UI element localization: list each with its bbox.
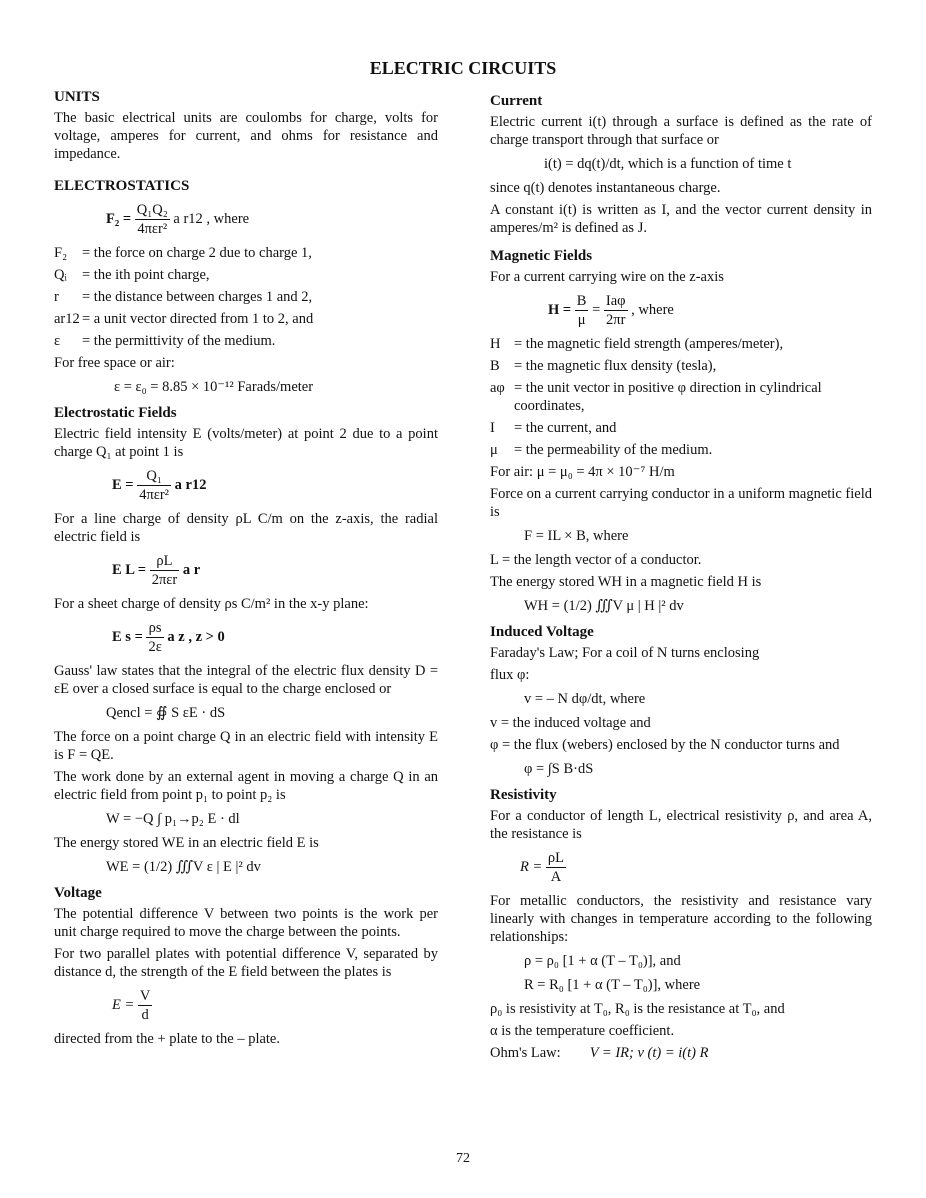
definition-row [54,244,438,262]
definition-symbol: F₂ [54,245,68,261]
definition-symbol: H [490,336,501,352]
gauss-text: Gauss' law states that the integral of the electric flux density D = εE over a closed surface is equal to the charge enclosed or [54,663,438,697]
definition-text: = the unit vector in positive φ direction in cylindrical coordinates, [514,380,822,414]
faraday-text: Faraday's Law; For a coil of N turns enclosing [490,645,760,661]
coulomb-equation: F₂ = $\frac{\text{Q₁Q₂}}{\text{4πεr²}}$ a r12 , where [106,202,250,237]
definition-text: = the current, and [514,420,617,436]
conductor-force-equation: F = IL × B, where [524,528,629,544]
definition-row [54,332,438,350]
definition-row [490,357,872,375]
sheet-charge-equation: E s = $\frac{\rho s}{2\varepsilon}$ a z , z > 0 [112,620,225,655]
right-column [490,88,872,1066]
definition-row [490,441,872,459]
electrostatic-fields-heading: Electrostatic Fields [54,405,177,421]
definition-row [54,266,438,284]
length-vector-text: L = the length vector of a conductor. [490,552,702,568]
magnetic-energy-text: The energy stored WH in a magnetic field H is [490,574,762,590]
definition-symbol: aφ [490,380,505,396]
page-title: ELECTRIC CIRCUITS [369,58,557,78]
voltage-heading: Voltage [54,885,102,901]
reference-resistivity-text: ρ₀ is resistivity at T₀, R₀ is the resistance at T₀, and [490,1001,785,1017]
constant-current-text: A constant i(t) is written as I, and the vector current density in amperes/m² is defined as J. [490,202,872,236]
work-text: The work done by an external agent in moving a charge Q in an electric field from point p₁ to point p₂ is [54,769,438,803]
left-column [54,88,438,1052]
line-charge-text: For a line charge of density ρL C/m on the z-axis, the radial electric field is [54,511,438,545]
faraday-equation: v = – N dφ/dt, where [524,691,646,707]
definition-symbol: ε [54,333,61,349]
resistance-equation: R = $\frac{\rho L}{A}$ [520,850,564,885]
current-text: Electric current i(t) through a surface is defined as the rate of charge transport through that surface or [490,114,872,148]
electric-energy-text: The energy stored WE in an electric field E is [54,835,319,851]
definition-symbol: μ [490,442,498,458]
plate-field-equation: E = $\frac{V}{d}$ [112,988,151,1023]
instantaneous-charge-text: since q(t) denotes instantaneous charge. [490,180,721,196]
ohms-law: Ohm's Law: V = IR; v (t) = i(t) R [490,1045,709,1061]
definition-text: = the magnetic flux density (tesla), [514,358,717,374]
page-number: 72 [456,1151,470,1166]
induced-voltage-heading: Induced Voltage [490,624,594,640]
units-text: The basic electrical units are coulombs for charge, volts for voltage, amperes for current, and ohms for resistance and impedance. [54,110,438,162]
definition-symbol: I [490,420,495,436]
definition-text: = the ith point charge, [82,267,210,283]
definition-text: = the permeability of the medium. [514,442,713,458]
units-heading: UNITS [54,89,100,105]
definition-symbol: Qᵢ [54,267,67,283]
resistance-temperature-equation: R = R₀ [1 + α (T – T₀)], where [524,977,701,993]
resistivity-heading: Resistivity [490,787,557,803]
definition-row [490,379,872,415]
definition-row [490,419,872,437]
current-equation: i(t) = dq(t)/dt, which is a function of time t [544,156,792,172]
sheet-charge-text: For a sheet charge of density ρs C/m² in the x-y plane: [54,596,369,612]
definition-text: = the force on charge 2 due to charge 1, [82,245,312,261]
conductor-force-text: Force on a current carrying conductor in a uniform magnetic field is [490,486,872,520]
magnetic-fields-heading: Magnetic Fields [490,248,593,264]
epsilon-equation: ε = ε₀ = 8.85 × 10⁻¹² Farads/meter [114,379,314,395]
parallel-plates-text: For two parallel plates with potential difference V, separated by distance d, the strength of the E field between the plates is [54,946,438,980]
temperature-coefficient-text: α is the temperature coefficient. [490,1023,675,1039]
definition-text: = the permittivity of the medium. [82,333,276,349]
magnetic-energy-equation: WH = (1/2) ∭V μ | H |² dv [524,598,684,614]
point-charge-force-text: The force on a point charge Q in an electric field with intensity E is F = QE. [54,729,438,763]
induced-voltage-definition: v = the induced voltage and [490,715,651,731]
flux-equation: φ = ∫S B·dS [524,761,594,777]
directed-text: directed from the + plate to the – plate. [54,1031,280,1047]
magnetic-fields-text: For a current carrying wire on the z-axis [490,269,724,285]
definition-text: = the distance between charges 1 and 2, [82,289,313,305]
definition-text: = the magnetic field strength (amperes/meter), [514,336,784,352]
definition-row [54,288,438,306]
free-space-text: For free space or air: [54,355,175,371]
definition-row [54,310,438,328]
flux-definition: φ = the flux (webers) enclosed by the N conductor turns and [490,737,840,753]
resistivity-temperature-equation: ρ = ρ₀ [1 + α (T – T₀)], and [524,953,681,969]
air-permeability-text: For air: μ = μ₀ = 4π × 10⁻⁷ H/m [490,464,675,480]
field-equation: E = $\frac{\text{Q₁}}{\text{4πεr²}}$ a r12 [112,468,207,503]
gauss-equation: Qencl = ∯ S εE · dS [106,705,226,721]
magnetic-definitions [490,335,872,459]
field-intensity-text: Electric field intensity E (volts/meter) at point 2 due to a point charge Q₁ at point 1 is [54,426,438,460]
magnetic-field-equation: H = $\frac{B}{\mu}$ = $\frac{\text{Iaφ}}{2\pi r}$ , where [548,293,674,328]
resistivity-text: For a conductor of length L, electrical resistivity ρ, and area A, the resistance is [490,808,872,842]
electrostatics-heading: ELECTROSTATICS [54,178,190,194]
current-heading: Current [490,93,543,109]
work-equation: W = −Q ∫ p₁→p₂ E · dl [106,811,240,827]
definition-symbol: ar12 [54,311,80,327]
voltage-text: The potential difference V between two points is the work per unit charge required to move the charge between the points. [54,906,438,940]
definition-text: = a unit vector directed from 1 to 2, and [82,311,314,327]
charge-definitions [54,244,438,350]
definition-symbol: r [54,289,59,305]
line-charge-equation: E L = $\frac{\rho L}{\text{2πεr}}$ a r [112,553,201,588]
definition-symbol: B [490,358,500,374]
metallic-conductors-text: For metallic conductors, the resistivity and resistance vary linearly with changes in temperature according to the following relationships: [490,893,872,945]
electric-energy-equation: WE = (1/2) ∭V ε | E |² dv [106,859,261,875]
definition-row [490,335,872,353]
flux-text: flux φ: [490,667,530,683]
